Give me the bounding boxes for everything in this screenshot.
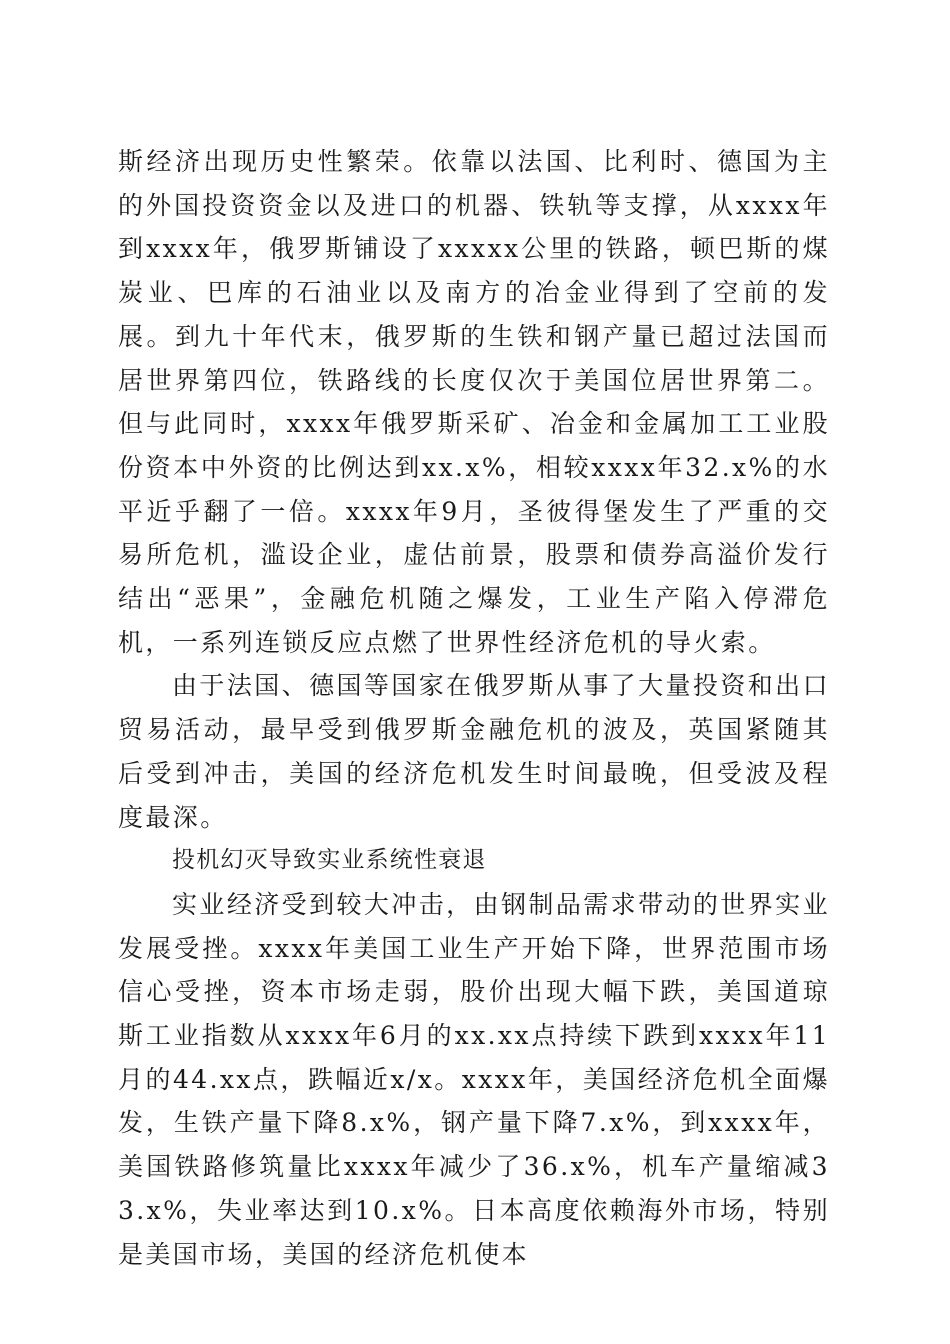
section-heading: 投机幻灭导致实业系统性衰退 <box>172 847 487 874</box>
paragraph-industrial-decline: 实业经济受到较大冲击，由钢制品需求带动的世界实业发展受挫。xxxx年美国工业生产开始下降，世界范围市场信心受挫，资本市场走弱，股价出现大幅下跌，美国道琼斯工业指数从xxxx年6月的xx.xx点持续下跌到xxxx年11月的44.xx点，跌幅近x/x。xxxx年，美国经济危机全面爆发，生铁产量下降8.x%，钢产量下降7.x%，到xxxx年，美国铁路修筑量比xxxx年减少了36.x%，机车产量缩减33.x%，失业率达到10.x%。日本高度依赖海外市场，特别是美国市场，美国的经济危机使本 <box>118 889 830 1269</box>
document-page <box>118 140 830 1276</box>
paragraph-crisis-spread: 由于法国、德国等国家在俄罗斯从事了大量投资和出口贸易活动，最早受到俄罗斯金融危机的波及，英国紧随其后受到冲击，美国的经济危机发生时间最晚，但受波及程度最深。 <box>118 671 830 832</box>
paragraph-russia-boom: 斯经济出现历史性繁荣。依靠以法国、比利时、德国为主的外国投资资金以及进口的机器、铁轨等支撑，从xxxx年到xxxx年，俄罗斯铺设了xxxxx公里的铁路，顿巴斯的煤炭业、巴库的石油业以及南方的冶金业得到了空前的发展。到九十年代末，俄罗斯的生铁和钢产量已超过法国而居世界第四位，铁路线的长度仅次于美国位居世界第二。但与此同时，xxxx年俄罗斯采矿、冶金和金属加工工业股份资本中外资的比例达到xx.x%，相较xxxx年32.x%的水平近乎翻了一倍。xxxx年9月，圣彼得堡发生了严重的交易所危机，滥设企业，虚估前景，股票和债券高溢价发行结出“恶果”，金融危机随之爆发，工业生产陷入停滞危机，一系列连锁反应点燃了世界性经济危机的导火索。 <box>118 147 830 657</box>
